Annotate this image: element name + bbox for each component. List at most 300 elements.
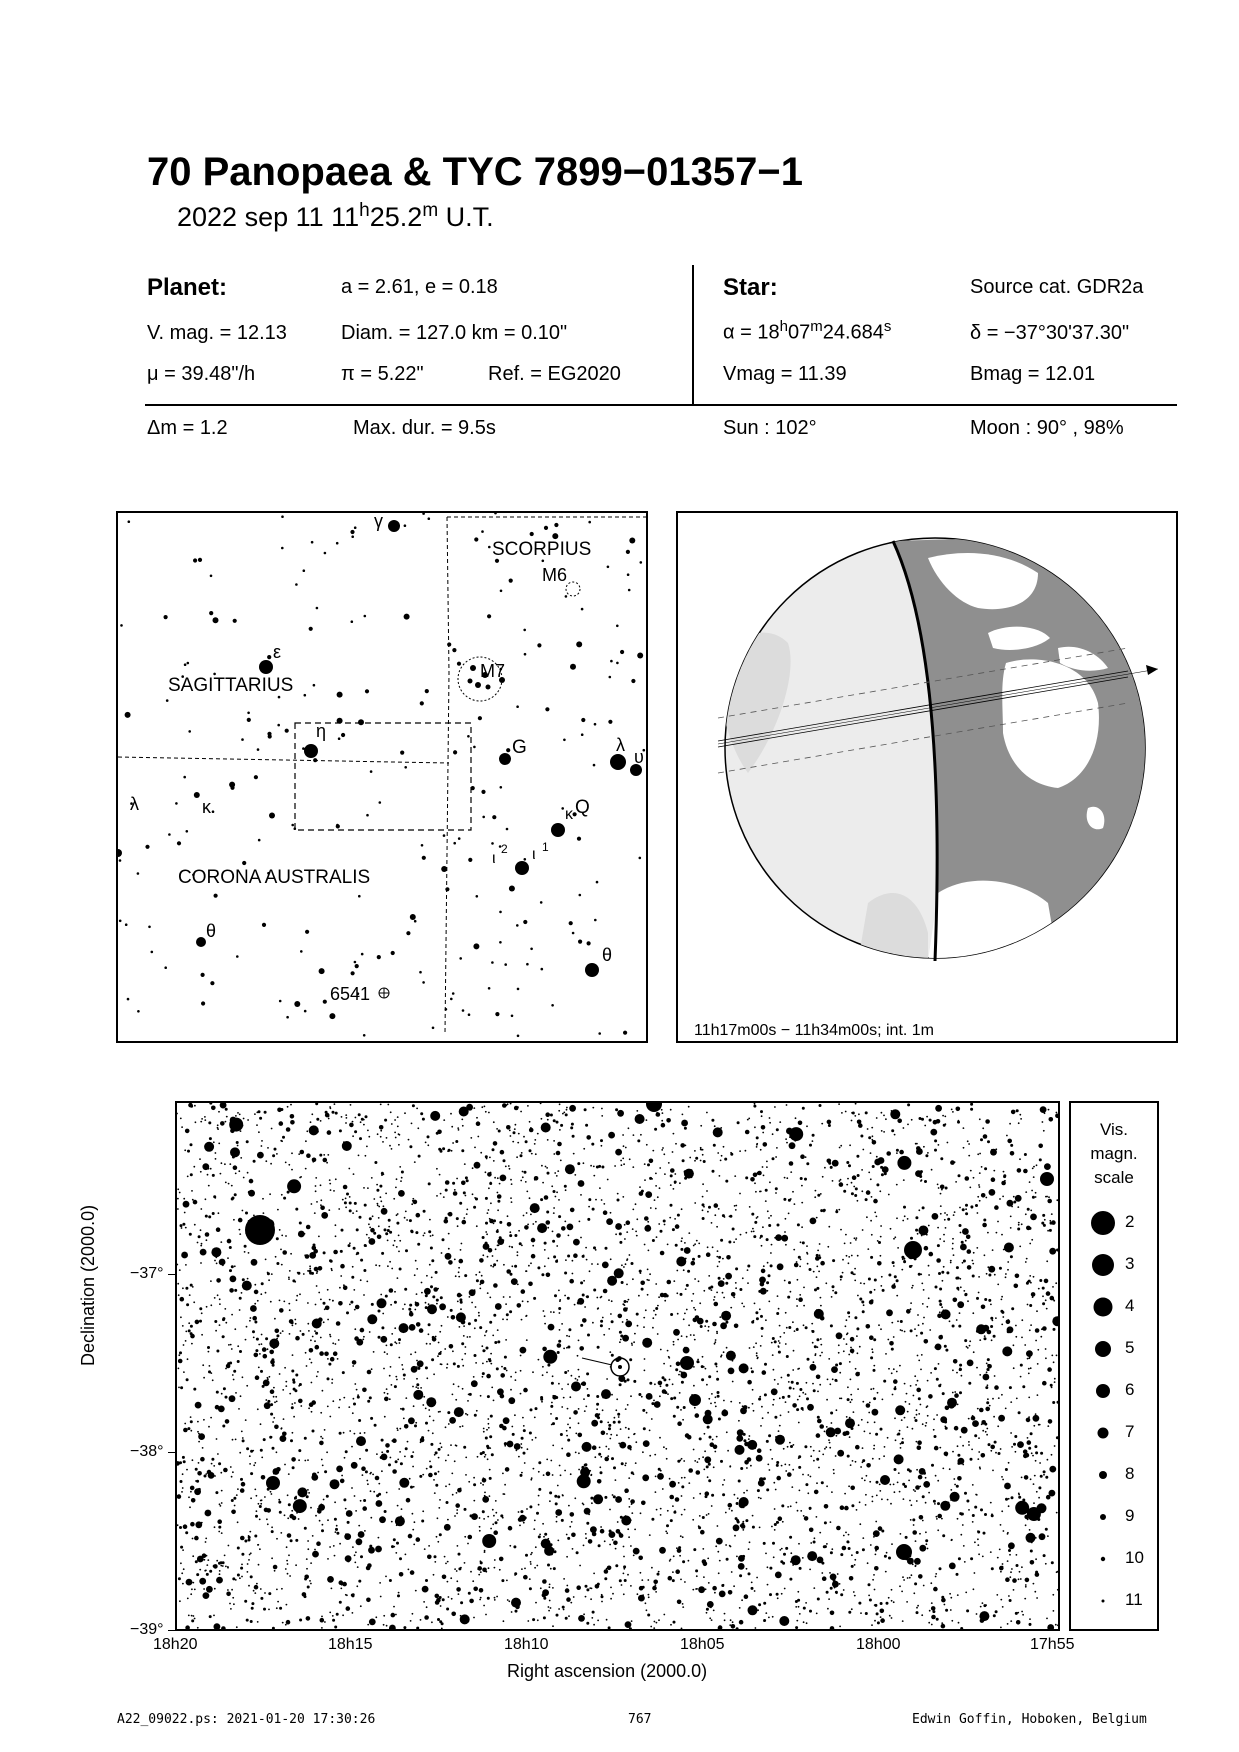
chart-star bbox=[1037, 1349, 1039, 1351]
chart-star bbox=[1000, 1599, 1002, 1601]
chart-star bbox=[779, 1342, 781, 1344]
chart-star bbox=[294, 1319, 296, 1321]
chart-star bbox=[873, 1536, 875, 1538]
finder-star bbox=[524, 653, 527, 656]
chart-star bbox=[684, 1247, 691, 1254]
chart-star bbox=[757, 1448, 762, 1453]
chart-star bbox=[953, 1478, 955, 1480]
chart-star bbox=[291, 1370, 294, 1373]
chart-star bbox=[810, 1364, 817, 1371]
finder-star bbox=[361, 953, 364, 956]
chart-star bbox=[850, 1394, 852, 1396]
chart-star bbox=[194, 1618, 196, 1620]
chart-star bbox=[571, 1375, 573, 1377]
chart-star bbox=[293, 1416, 295, 1418]
chart-star bbox=[952, 1248, 954, 1250]
chart-star bbox=[922, 1323, 924, 1325]
chart-star bbox=[976, 1613, 978, 1615]
chart-star bbox=[707, 1246, 709, 1248]
chart-star bbox=[268, 1592, 271, 1595]
chart-star bbox=[1031, 1239, 1033, 1241]
chart-star bbox=[995, 1452, 997, 1454]
chart-star bbox=[392, 1469, 397, 1474]
chart-star bbox=[603, 1203, 605, 1205]
chart-star bbox=[845, 1325, 847, 1327]
chart-star bbox=[604, 1496, 607, 1499]
chart-star bbox=[706, 1190, 708, 1192]
chart-star bbox=[329, 1183, 331, 1185]
chart-star bbox=[209, 1365, 211, 1367]
chart-star bbox=[591, 1474, 593, 1476]
chart-star bbox=[489, 1495, 491, 1497]
chart-star bbox=[367, 1187, 369, 1189]
chart-star bbox=[945, 1349, 948, 1352]
chart-star bbox=[854, 1237, 856, 1239]
chart-star bbox=[371, 1368, 373, 1370]
chart-star bbox=[725, 1180, 728, 1183]
chart-star bbox=[629, 1358, 632, 1361]
chart-star bbox=[950, 1492, 960, 1502]
chart-star bbox=[212, 1174, 215, 1177]
boundary-sagittarius-coronaaustralis bbox=[118, 757, 449, 763]
chart-star bbox=[733, 1241, 735, 1243]
chart-star bbox=[181, 1572, 183, 1574]
chart-star bbox=[648, 1596, 650, 1598]
chart-star bbox=[749, 1347, 751, 1349]
chart-star bbox=[190, 1325, 193, 1328]
chart-star bbox=[1005, 1577, 1010, 1582]
chart-star bbox=[279, 1300, 281, 1302]
chart-star bbox=[921, 1283, 923, 1285]
chart-star bbox=[662, 1112, 664, 1114]
chart-star bbox=[667, 1393, 669, 1395]
chart-star bbox=[931, 1624, 933, 1626]
chart-star bbox=[505, 1303, 507, 1305]
finder-star bbox=[404, 614, 410, 620]
finder-star bbox=[257, 748, 260, 751]
chart-star bbox=[407, 1441, 409, 1443]
chart-star bbox=[551, 1382, 554, 1385]
chart-star bbox=[939, 1300, 942, 1303]
chart-star bbox=[579, 1481, 582, 1484]
chart-star bbox=[529, 1587, 532, 1590]
chart-star bbox=[330, 1479, 340, 1489]
chart-star bbox=[357, 1396, 360, 1399]
chart-star bbox=[320, 1120, 322, 1122]
chart-star bbox=[722, 1258, 724, 1260]
chart-star bbox=[305, 1168, 307, 1170]
chart-star bbox=[746, 1490, 748, 1492]
chart-star bbox=[828, 1124, 831, 1127]
chart-star bbox=[897, 1482, 899, 1484]
chart-star bbox=[217, 1127, 219, 1129]
chart-star bbox=[775, 1489, 777, 1491]
chart-star bbox=[821, 1562, 824, 1565]
finder-star bbox=[598, 1032, 601, 1035]
chart-star bbox=[826, 1485, 828, 1487]
chart-star bbox=[310, 1583, 312, 1585]
chart-star bbox=[984, 1167, 987, 1170]
chart-star bbox=[663, 1363, 665, 1365]
chart-star bbox=[778, 1308, 780, 1310]
chart-star bbox=[631, 1471, 634, 1474]
chart-star bbox=[405, 1397, 407, 1399]
chart-star bbox=[949, 1593, 951, 1595]
chart-star bbox=[463, 1217, 465, 1219]
chart-star bbox=[474, 1327, 476, 1329]
chart-star bbox=[877, 1240, 879, 1242]
chart-star bbox=[218, 1531, 220, 1533]
chart-star bbox=[281, 1140, 283, 1142]
chart-star bbox=[195, 1402, 202, 1409]
chart-star bbox=[416, 1383, 419, 1386]
chart-star bbox=[681, 1371, 683, 1373]
chart-star bbox=[497, 1519, 499, 1521]
chart-star bbox=[608, 1132, 615, 1139]
chart-star bbox=[716, 1332, 718, 1334]
chart-star bbox=[578, 1408, 580, 1410]
chart-star bbox=[848, 1262, 850, 1264]
chart-star bbox=[771, 1244, 773, 1246]
chart-star bbox=[447, 1454, 449, 1456]
chart-star bbox=[434, 1472, 437, 1475]
chart-star bbox=[839, 1583, 841, 1585]
chart-star bbox=[416, 1537, 421, 1542]
chart-star bbox=[693, 1366, 695, 1368]
chart-star bbox=[874, 1289, 876, 1291]
chart-star bbox=[515, 1610, 518, 1613]
chart-star bbox=[981, 1453, 986, 1458]
chart-star bbox=[954, 1393, 959, 1398]
chart-star bbox=[666, 1524, 669, 1527]
chart-star bbox=[547, 1364, 550, 1367]
chart-star bbox=[897, 1119, 902, 1124]
chart-star bbox=[343, 1397, 345, 1399]
chart-star bbox=[903, 1206, 906, 1209]
chart-star bbox=[232, 1439, 234, 1441]
finder-star bbox=[213, 617, 219, 623]
finder-star bbox=[499, 941, 502, 944]
chart-star bbox=[743, 1492, 745, 1494]
chart-star bbox=[615, 1479, 617, 1481]
chart-star bbox=[876, 1495, 878, 1497]
chart-star bbox=[792, 1369, 794, 1371]
chart-star bbox=[865, 1111, 868, 1114]
chart-star bbox=[680, 1579, 682, 1581]
chart-star bbox=[660, 1514, 662, 1516]
chart-star bbox=[511, 1611, 513, 1613]
star-kappa-sco bbox=[551, 823, 565, 837]
chart-star bbox=[785, 1470, 787, 1472]
chart-star bbox=[306, 1618, 308, 1620]
chart-star bbox=[670, 1365, 672, 1367]
chart-star bbox=[178, 1354, 180, 1356]
chart-star bbox=[391, 1440, 393, 1442]
chart-star bbox=[522, 1300, 524, 1302]
chart-star bbox=[980, 1138, 983, 1141]
chart-star bbox=[720, 1130, 722, 1132]
chart-star bbox=[311, 1382, 313, 1384]
chart-star bbox=[909, 1500, 911, 1502]
chart-star bbox=[608, 1424, 611, 1427]
chart-star bbox=[855, 1368, 857, 1370]
chart-star bbox=[1022, 1385, 1025, 1388]
chart-star bbox=[942, 1280, 944, 1282]
chart-star bbox=[810, 1476, 812, 1478]
chart-star bbox=[589, 1587, 591, 1589]
chart-star bbox=[922, 1423, 924, 1425]
chart-star bbox=[942, 1115, 944, 1117]
chart-star bbox=[1027, 1358, 1029, 1360]
chart-star bbox=[211, 1463, 213, 1465]
chart-star bbox=[610, 1533, 612, 1535]
chart-star bbox=[581, 1301, 583, 1303]
chart-star bbox=[584, 1464, 587, 1467]
chart-star bbox=[586, 1588, 589, 1591]
chart-star bbox=[568, 1235, 570, 1237]
chart-star bbox=[503, 1367, 506, 1370]
chart-star bbox=[386, 1345, 388, 1347]
chart-star bbox=[398, 1190, 405, 1197]
chart-star bbox=[648, 1594, 650, 1596]
chart-star bbox=[725, 1512, 727, 1514]
chart-star bbox=[520, 1355, 522, 1357]
chart-star bbox=[851, 1192, 854, 1195]
chart-star bbox=[183, 1371, 185, 1373]
chart-star bbox=[558, 1290, 560, 1292]
chart-star bbox=[637, 1593, 639, 1595]
star-chart bbox=[175, 1101, 1060, 1631]
finder-star bbox=[127, 998, 130, 1001]
chart-star bbox=[810, 1218, 817, 1225]
finder-star bbox=[304, 1010, 307, 1013]
chart-star bbox=[904, 1331, 906, 1333]
chart-star bbox=[920, 1404, 922, 1406]
chart-star bbox=[901, 1591, 903, 1593]
chart-star bbox=[493, 1530, 498, 1535]
chart-star bbox=[606, 1378, 608, 1380]
chart-star bbox=[295, 1539, 298, 1542]
chart-star bbox=[512, 1141, 514, 1143]
chart-star bbox=[428, 1333, 430, 1335]
chart-star bbox=[963, 1127, 965, 1129]
chart-star bbox=[308, 1330, 310, 1332]
chart-star bbox=[859, 1346, 861, 1348]
chart-star bbox=[704, 1325, 706, 1327]
chart-star bbox=[465, 1474, 467, 1476]
star-lambda-sco bbox=[610, 754, 626, 770]
chart-star bbox=[402, 1408, 405, 1411]
chart-star bbox=[573, 1153, 575, 1155]
chart-star bbox=[482, 1236, 485, 1239]
chart-star bbox=[639, 1270, 642, 1273]
chart-star bbox=[922, 1520, 924, 1522]
chart-star bbox=[207, 1346, 210, 1349]
chart-star bbox=[885, 1353, 887, 1355]
chart-star bbox=[461, 1342, 464, 1345]
chart-star bbox=[396, 1246, 398, 1248]
chart-star bbox=[409, 1478, 411, 1480]
chart-star bbox=[393, 1244, 395, 1246]
chart-star bbox=[628, 1437, 630, 1439]
chart-star bbox=[489, 1297, 491, 1299]
chart-star bbox=[512, 1433, 515, 1436]
chart-star bbox=[709, 1436, 712, 1439]
label-corona-australis: CORONA AUSTRALIS bbox=[178, 867, 371, 888]
chart-star bbox=[258, 1367, 260, 1369]
chart-star bbox=[978, 1553, 980, 1555]
chart-star bbox=[248, 1559, 250, 1561]
chart-star bbox=[192, 1199, 194, 1201]
chart-star bbox=[391, 1384, 393, 1386]
chart-star bbox=[899, 1491, 901, 1493]
chart-star bbox=[623, 1145, 625, 1147]
chart-star bbox=[355, 1117, 357, 1119]
chart-star bbox=[738, 1480, 741, 1483]
chart-star bbox=[599, 1187, 601, 1189]
chart-star bbox=[876, 1183, 879, 1186]
chart-star bbox=[981, 1193, 986, 1198]
chart-star bbox=[737, 1121, 740, 1124]
chart-star bbox=[917, 1355, 919, 1357]
chart-star bbox=[497, 1340, 500, 1343]
chart-star bbox=[320, 1206, 325, 1211]
chart-star bbox=[495, 1500, 497, 1502]
chart-star bbox=[311, 1362, 313, 1364]
chart-star bbox=[553, 1207, 555, 1209]
chart-star bbox=[279, 1308, 284, 1313]
chart-star bbox=[729, 1545, 731, 1547]
chart-star bbox=[452, 1394, 454, 1396]
chart-star bbox=[410, 1620, 412, 1622]
chart-star bbox=[738, 1563, 745, 1570]
chart-star bbox=[409, 1324, 416, 1331]
chart-star bbox=[457, 1365, 460, 1368]
chart-star bbox=[190, 1430, 192, 1432]
chart-star bbox=[331, 1269, 333, 1271]
chart-star bbox=[1056, 1355, 1058, 1357]
chart-star bbox=[851, 1255, 853, 1257]
chart-star bbox=[850, 1486, 855, 1491]
chart-star bbox=[930, 1582, 932, 1584]
chart-star bbox=[680, 1293, 683, 1296]
finder-star bbox=[269, 813, 275, 819]
chart-star bbox=[352, 1365, 354, 1367]
chart-star bbox=[617, 1413, 620, 1416]
chart-star bbox=[866, 1324, 871, 1329]
chart-star bbox=[386, 1450, 389, 1453]
chart-star bbox=[1017, 1441, 1024, 1448]
chart-star bbox=[707, 1330, 709, 1332]
chart-star bbox=[363, 1119, 365, 1121]
chart-star bbox=[577, 1302, 580, 1305]
chart-star bbox=[393, 1606, 395, 1608]
chart-star bbox=[493, 1141, 498, 1146]
chart-star bbox=[535, 1407, 538, 1410]
chart-star bbox=[590, 1497, 593, 1500]
chart-star bbox=[416, 1213, 421, 1218]
chart-star bbox=[684, 1581, 686, 1583]
chart-star bbox=[640, 1572, 642, 1574]
chart-star bbox=[462, 1425, 464, 1427]
chart-star bbox=[542, 1182, 544, 1184]
chart-star bbox=[696, 1240, 698, 1242]
chart-star bbox=[963, 1260, 966, 1263]
finder-star bbox=[420, 701, 424, 705]
chart-star bbox=[530, 1203, 540, 1213]
chart-star bbox=[419, 1475, 422, 1478]
chart-star bbox=[806, 1397, 809, 1400]
chart-star bbox=[824, 1521, 827, 1524]
chart-star bbox=[357, 1566, 359, 1568]
chart-star bbox=[448, 1248, 450, 1250]
chart-star bbox=[819, 1450, 821, 1452]
chart-star bbox=[492, 1335, 494, 1337]
chart-star bbox=[354, 1383, 356, 1385]
chart-star bbox=[553, 1119, 556, 1122]
globe-canvas bbox=[678, 513, 1176, 1041]
chart-star bbox=[780, 1415, 782, 1417]
chart-star bbox=[349, 1304, 351, 1306]
chart-star bbox=[510, 1179, 512, 1181]
chart-star bbox=[191, 1619, 194, 1622]
chart-star bbox=[222, 1627, 224, 1629]
chart-star bbox=[413, 1405, 415, 1407]
chart-star bbox=[437, 1355, 439, 1357]
chart-star bbox=[722, 1484, 724, 1486]
chart-star bbox=[1007, 1623, 1009, 1625]
chart-star bbox=[231, 1265, 234, 1268]
chart-star bbox=[891, 1600, 893, 1602]
label-sagittarius: SAGITTARIUS bbox=[168, 675, 294, 696]
chart-star bbox=[359, 1216, 362, 1219]
chart-star bbox=[384, 1510, 387, 1513]
chart-star bbox=[398, 1235, 400, 1237]
chart-star bbox=[244, 1245, 247, 1248]
chart-star bbox=[298, 1459, 300, 1461]
chart-star bbox=[566, 1597, 571, 1602]
chart-star bbox=[855, 1239, 857, 1241]
chart-star bbox=[268, 1609, 270, 1611]
chart-star bbox=[437, 1517, 439, 1519]
chart-star bbox=[655, 1314, 657, 1316]
chart-star bbox=[1032, 1455, 1034, 1457]
chart-star bbox=[701, 1378, 704, 1381]
chart-star bbox=[774, 1416, 777, 1419]
chart-star bbox=[638, 1595, 645, 1602]
chart-star bbox=[483, 1518, 485, 1520]
chart-star bbox=[1013, 1201, 1016, 1204]
chart-star bbox=[883, 1455, 885, 1457]
chart-star bbox=[1040, 1106, 1047, 1113]
chart-star bbox=[459, 1107, 469, 1117]
chart-star bbox=[929, 1329, 931, 1331]
chart-star bbox=[918, 1273, 921, 1276]
chart-star bbox=[629, 1254, 631, 1256]
chart-star bbox=[543, 1597, 546, 1600]
chart-star bbox=[854, 1595, 856, 1597]
chart-star bbox=[883, 1115, 885, 1117]
chart-star bbox=[290, 1253, 292, 1255]
chart-star bbox=[320, 1299, 322, 1301]
chart-star bbox=[386, 1625, 388, 1627]
chart-star bbox=[604, 1569, 609, 1574]
finder-star bbox=[517, 988, 520, 991]
chart-star bbox=[787, 1296, 790, 1299]
chart-star bbox=[749, 1206, 751, 1208]
chart-star bbox=[338, 1407, 340, 1409]
chart-star bbox=[363, 1469, 365, 1471]
